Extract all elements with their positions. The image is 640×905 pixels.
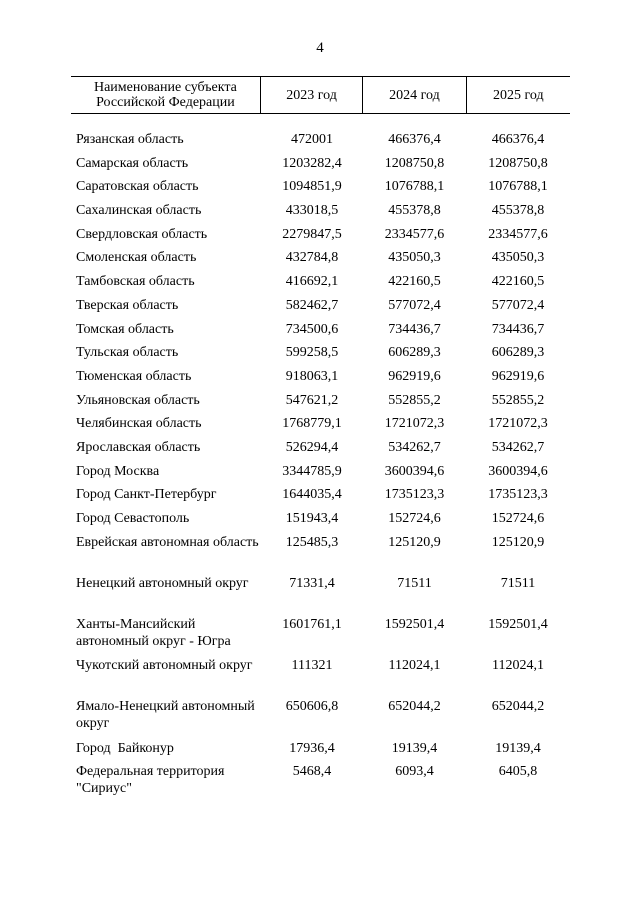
subject-name: Еврейская автономная область: [76, 534, 259, 550]
table-row: [71, 575, 570, 616]
table-row: [71, 463, 570, 487]
value-2025: 3600394,6: [488, 463, 548, 479]
header-subject-name: Наименование субъекта Российской Федерации: [93, 80, 237, 110]
value-2024: 1208750,8: [384, 155, 445, 171]
table-row: [71, 344, 570, 368]
table-body: [71, 114, 570, 805]
subject-name: Смоленская область: [76, 250, 197, 266]
value-2023: 111321: [291, 658, 333, 674]
value-2023: 1203282,4: [282, 155, 342, 171]
value-2024: 734436,7: [388, 321, 441, 337]
value-2025: 455378,8: [491, 203, 545, 219]
value-2023: 125485,3: [285, 534, 339, 550]
table-row: [71, 510, 570, 534]
value-2024: 2334577,6: [384, 226, 445, 242]
subject-name: Тверская область: [76, 297, 179, 313]
subject-name: Город Севастополь: [76, 511, 190, 526]
subject-name: Тульская область: [76, 345, 179, 361]
value-2023: 1601761,1: [282, 617, 342, 633]
value-2024: 577072,4: [388, 297, 441, 313]
value-2023: 1768779,1: [282, 416, 342, 432]
value-2023: 3344785,9: [282, 463, 342, 479]
subject-name: Саратовская область: [76, 179, 199, 195]
value-2025: 606289,3: [491, 345, 545, 361]
value-2023: 433018,5: [285, 203, 339, 219]
page-number: 4: [316, 40, 324, 56]
table-header: [71, 76, 570, 114]
value-2025: 1208750,8: [488, 155, 548, 171]
value-2024: 71511: [397, 575, 432, 591]
value-2024: 435050,3: [388, 250, 441, 266]
value-2023: 416692,1: [285, 274, 339, 290]
value-2025: 534262,7: [491, 439, 545, 455]
value-2025: 125120,9: [491, 534, 545, 550]
value-2023: 582462,7: [285, 297, 339, 313]
subject-name: Ямало-Ненецкий автономный округ: [76, 699, 255, 732]
value-2024: 962919,6: [388, 368, 441, 384]
header-2024: 2024 год: [362, 77, 465, 113]
value-2025: 6405,8: [498, 764, 538, 780]
value-2024: 455378,8: [388, 203, 441, 219]
value-2024: 19139,4: [391, 740, 438, 756]
value-2025: 1735123,3: [488, 487, 548, 503]
value-2024: 3600394,6: [384, 463, 445, 479]
value-2025: 552855,2: [491, 392, 545, 408]
value-2023: 472001: [291, 132, 333, 147]
table-row: [71, 657, 570, 698]
table-row: [71, 740, 570, 764]
value-2024: 1592501,4: [384, 617, 445, 633]
value-2024: 6093,4: [395, 764, 434, 780]
table-row: [71, 392, 570, 416]
table-row: [71, 131, 570, 155]
subject-name: Ярославская область: [76, 439, 201, 455]
value-2024: 466376,4: [388, 132, 441, 147]
subject-name: Самарская область: [76, 155, 189, 171]
value-2025: 1592501,4: [488, 617, 548, 633]
value-2024: 112024,1: [388, 658, 441, 674]
value-2025: 435050,3: [491, 250, 545, 266]
table-row: [71, 273, 570, 297]
value-2024: 125120,9: [388, 534, 441, 550]
value-2025: 19139,4: [495, 740, 541, 756]
value-2025: 652044,2: [491, 699, 545, 715]
subject-name: Ханты-Мансийский автономный округ - Югра: [76, 617, 231, 650]
value-2025: 112024,1: [492, 658, 544, 674]
header-2023: 2023 год: [260, 77, 362, 113]
subject-name: Рязанская область: [76, 132, 184, 147]
table-row: [71, 155, 570, 179]
value-2024: 422160,5: [388, 274, 441, 290]
value-2023: 151943,4: [285, 511, 339, 526]
value-2023: 547621,2: [285, 392, 339, 408]
subject-name: Сахалинская область: [76, 203, 202, 219]
subject-name: Город Байконур: [76, 740, 174, 756]
value-2023: 71331,4: [289, 575, 335, 591]
budget-table: [71, 76, 570, 805]
value-2024: 534262,7: [388, 439, 441, 455]
subject-name: Свердловская область: [76, 226, 208, 242]
subject-name: Город Санкт-Петербург: [76, 487, 217, 503]
header-2025: 2025 год: [466, 77, 570, 113]
value-2025: 2334577,6: [488, 226, 548, 242]
subject-name: Ульяновская область: [76, 392, 200, 408]
value-2024: 652044,2: [388, 699, 441, 715]
value-2023: 650606,8: [285, 699, 339, 715]
table-row: [71, 534, 570, 575]
value-2023: 1094851,9: [282, 179, 342, 195]
table-row: [71, 321, 570, 345]
value-2023: 526294,4: [285, 439, 339, 455]
value-2025: 466376,4: [491, 132, 545, 147]
subject-name: Федеральная территория "Сириус": [76, 764, 225, 797]
subject-name: Ненецкий автономный округ: [76, 575, 249, 591]
subject-name: Челябинская область: [76, 416, 202, 432]
value-2024: 1721072,3: [384, 416, 445, 432]
table-row: [71, 439, 570, 463]
value-2025: 152724,6: [491, 511, 545, 526]
subject-name: Тамбовская область: [76, 274, 195, 290]
table-row: [71, 297, 570, 321]
subject-name: Чукотский автономный округ: [76, 658, 253, 674]
table-row: [71, 698, 570, 739]
table-row: [71, 178, 570, 202]
table-row: [71, 368, 570, 392]
value-2023: 432784,8: [285, 250, 339, 266]
table-row: [71, 202, 570, 226]
value-2025: 1721072,3: [488, 416, 548, 432]
subject-name: Тюменская область: [76, 368, 192, 384]
value-2025: 422160,5: [491, 274, 545, 290]
table-row: [71, 616, 570, 657]
value-2023: 599258,5: [285, 345, 339, 361]
table-row: [71, 415, 570, 439]
value-2025: 71511: [500, 575, 536, 591]
value-2023: 5468,4: [292, 764, 332, 780]
table-row: [71, 763, 570, 804]
subject-name: Томская область: [76, 321, 174, 337]
value-2023: 2279847,5: [282, 226, 342, 242]
value-2024: 1735123,3: [384, 487, 445, 503]
value-2025: 734436,7: [491, 321, 545, 337]
value-2025: 962919,6: [491, 368, 545, 384]
value-2024: 552855,2: [388, 392, 441, 408]
value-2024: 606289,3: [388, 345, 441, 361]
table-row: [71, 249, 570, 273]
value-2023: 918063,1: [285, 368, 339, 384]
value-2025: 577072,4: [491, 297, 545, 313]
value-2023: 17936,4: [289, 740, 335, 756]
table-row: [71, 226, 570, 250]
value-2023: 1644035,4: [282, 487, 342, 503]
subject-name: Город Москва: [76, 463, 160, 479]
value-2023: 734500,6: [285, 321, 339, 337]
table-row: [71, 486, 570, 510]
value-2025: 1076788,1: [488, 179, 548, 195]
value-2024: 152724,6: [388, 511, 441, 526]
value-2024: 1076788,1: [384, 179, 445, 195]
